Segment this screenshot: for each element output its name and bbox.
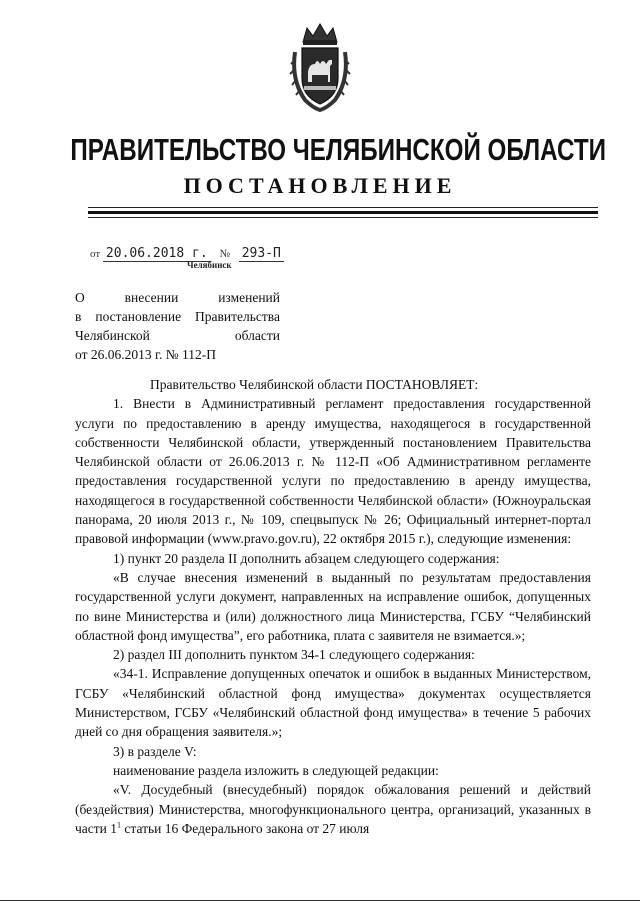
- superscript: 1: [117, 820, 122, 830]
- body-paragraph: наименование раздела изложить в следующей редакции:: [113, 762, 439, 778]
- decree-body: [75, 375, 591, 838]
- decree-date-value: 20.06.2018: [105, 246, 185, 261]
- body-paragraph: «В случае внесения изменений в выданный по результатам предоставления государственной услуги документ, направленных на исправление ошибок, допущенных по вине Министерства и (или) должностного лица Министерства, ГСБУ “Челябинский областной фонд имущества”, его работника, плата с заявителя не взимается.»;: [75, 569, 591, 643]
- body-paragraph-tail: статьи 16 Федерального закона от 27 июля: [121, 820, 370, 836]
- body-paragraph-text: «V. Досудебный (внесудебный) порядок обжалования решений и действий (бездействия) Министерства, многофункционального центра, организаций, указанных в части 1: [75, 782, 591, 836]
- body-paragraph: Правительство Челябинской области ПОСТАНОВЛЯЕТ:: [150, 377, 479, 392]
- header-divider-thick: [88, 211, 598, 214]
- government-title: ПРАВИТЕЛЬСТВО ЧЕЛЯБИНСКОЙ ОБЛАСТИ: [70, 132, 606, 167]
- body-paragraph: 1. Внести в Административный регламент предоставления государственной услуги по предоставлению в аренду имущества, находящегося в государственной собственности Челябинской области, утвержденный постановлением Правительства Челябинской области от 26.06.2013 г. № 112-П «Об Административном регламенте предоставления государственной услуги по предоставлению в аренду имущества, находящегося в государственной собственности Челябинской области» (Южноуральская панорама, 20 июля 2013 г., № 109, спецвыпуск № 26; Официальный интернет-портал правовой информации (www.pravo.gov.ru), 22 октября 2015 г.), следующие изменения:: [75, 396, 591, 547]
- body-paragraph: [75, 780, 591, 838]
- body-paragraph: 1) пункт 20 раздела II дополнить абзацем следующего содержания:: [113, 550, 500, 566]
- page-bottom-edge: [0, 900, 640, 901]
- chelyabinsk-coat-of-arms-icon: [289, 20, 351, 112]
- date-prefix: от: [90, 248, 101, 260]
- subject-line: Челябинской области: [75, 328, 280, 343]
- subject-line: от 26.06.2013 г. № 112-П: [75, 347, 216, 362]
- year-suffix: г.: [192, 246, 208, 261]
- subject-line: О внесении изменений: [75, 290, 280, 305]
- body-paragraph: 3) в разделе V:: [113, 743, 197, 759]
- date-number-line: [90, 246, 284, 261]
- body-paragraph: «34-1. Исправление допущенных опечаток и ошибок в выданных Министерством, ГСБУ «Челябинский областной фонд имущества» документах осуществляется Министерством, ГСБУ «Челябинский областной фонд имущества» в течение 5 рабочих дней со дня обращения заявителя.»;: [75, 666, 591, 740]
- decree-number: 293-П: [239, 246, 284, 262]
- number-prefix: №: [219, 248, 230, 260]
- document-type-title: ПОСТАНОВЛЕНИЕ: [183, 173, 457, 198]
- body-paragraph: 2) раздел III дополнить пунктом 34-1 следующего содержания:: [113, 647, 475, 663]
- decree-subject: [75, 288, 280, 364]
- subject-line: в постановление Правительства: [75, 309, 280, 324]
- header-divider-thin: [88, 207, 598, 208]
- header-divider-thin: [88, 217, 598, 218]
- city-label: Челябинск: [187, 260, 232, 270]
